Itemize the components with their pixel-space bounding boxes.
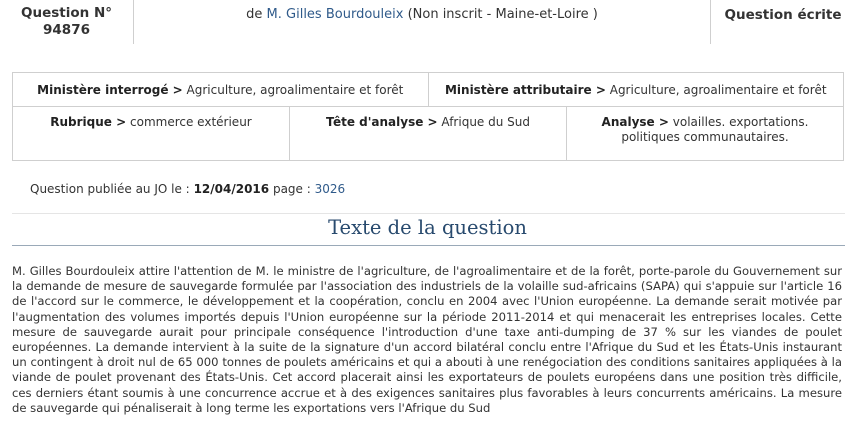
question-body-text: M. Gilles Bourdouleix attire l'attention de M. le ministre de l'agriculture, de l'agroalimentaire et de la forêt, porte-parole du Gouvernement sur la demande de mesure de sauvegarde formulée par l'association des industriels de la volaille sud-africains (SAPA) qui s'appuie sur l'article 16 de l'accord sur le commerce, le développement et la coopération, conclu en 2004 avec l'Union européenne. La demande serait motivée par l'augmentation des volumes importés depuis l'Union européenne sur la période 2011-2014 et qui menacerait les entreprises locales. Cette mesure de sauvegarde aurait pour principale conséquence l'introduction d'une taxe anti-dumping de 37 % sur les viandes de poulet européennes. La demande intervient à la suite de la signature d'un accord bilatéral conclu entre l'Afrique du Sud et les États-Unis instaurant un contingent à droit nul de 65 000 tonnes de poulets américains et qui a abouti à une renégociation des conditions sanitaires appliquées à la viande de poulet provenant des États-Unis. Cet accord placerait ainsi les exportateurs de poulets européens dans une position très difficile, ces derniers étant soumis à une concurrence accrue et à des exigences sanitaires plus favorables à leurs concurrents américains. La mesure de sauvegarde qui pénaliserait à long terme les exportations vers l'Afrique du Sud — [12, 264, 842, 415]
question-header — [0, 0, 855, 44]
author-affiliation: (Non inscrit - Maine-et-Loire ) — [407, 7, 598, 22]
analyse-value: volailles. exportations. politiques communautaires. — [621, 115, 809, 144]
publication-prefix: Question publiée au JO le : — [30, 182, 190, 196]
author-line — [134, 0, 710, 44]
metadata-row — [13, 107, 843, 160]
tete-analyse-cell — [290, 107, 567, 160]
author-link[interactable]: M. Gilles Bourdouleix — [266, 7, 404, 22]
page-number-link[interactable]: 3026 — [314, 182, 346, 196]
tete-analyse-value: Afrique du Sud — [441, 115, 530, 129]
ministere-attributaire-cell — [429, 73, 844, 106]
section-title: Texte de la question — [328, 216, 527, 239]
analyse-label: Analyse > — [601, 115, 669, 129]
publication-date: 12/04/2016 — [193, 182, 270, 196]
ministere-interroge-value: Agriculture, agroalimentaire et forêt — [186, 83, 404, 97]
question-number: 94876 — [43, 22, 90, 38]
tete-analyse-label: Tête d'analyse > — [326, 115, 438, 129]
rubrique-label: Rubrique > — [50, 115, 127, 129]
metadata-row — [13, 73, 843, 107]
question-number-label: Question N° — [21, 5, 112, 21]
publication-info — [30, 182, 345, 196]
ministere-interroge-label: Ministère interrogé > — [37, 83, 183, 97]
rubrique-cell — [13, 107, 290, 160]
question-number-box — [0, 0, 134, 44]
metadata-table — [12, 72, 844, 161]
rubrique-value: commerce extérieur — [130, 115, 252, 129]
author-prefix: de — [246, 7, 263, 22]
ministere-attributaire-value: Agriculture, agroalimentaire et forêt — [609, 83, 827, 97]
ministere-interroge-cell — [13, 73, 429, 106]
analyse-cell — [567, 107, 843, 160]
page-label: page : — [272, 182, 311, 196]
question-type: Question écrite — [710, 0, 855, 44]
ministere-attributaire-label: Ministère attributaire > — [444, 83, 606, 97]
